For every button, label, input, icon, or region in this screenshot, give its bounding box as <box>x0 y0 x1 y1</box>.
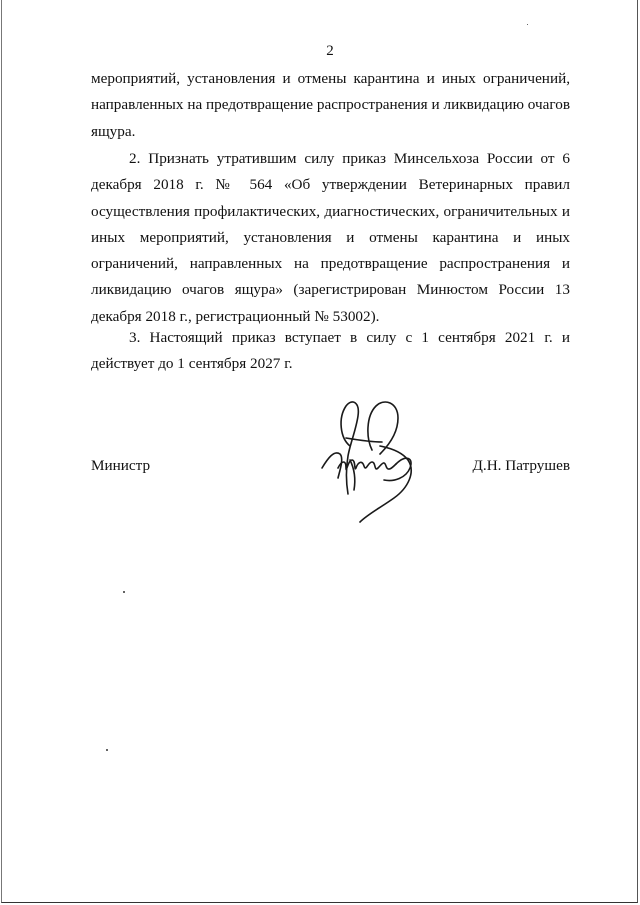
paragraph-item-3 <box>91 325 570 378</box>
signatory-name: Д.Н. Патрушев <box>472 457 570 474</box>
paragraph-item-2 <box>91 146 570 330</box>
paragraph-text: 2. Признать утратившим силу приказ Минсельхоза России от 6 декабря 2018 г. № 564 «Об утверждении Ветеринарных правил осуществления профилактических, диагностических, ограничительных и иных мероприятий, установления и отмены карантина и иных ограничений, направленных на предотвращение распространения и ликвидацию очагов ящура» (зарегистрирован Минюстом России 13 декабря 2018 г., регистрационный № 53002). <box>91 150 570 325</box>
paragraph-text: мероприятий, установления и отмены карантина и иных ограничений, направленных на предотвращение распространения и ликвидацию очагов ящура. <box>91 70 570 140</box>
paragraph-continuation <box>91 66 570 145</box>
scan-speck <box>123 591 125 593</box>
page-number: 2 <box>326 43 334 59</box>
paragraph-text: 3. Настоящий приказ вступает в силу с 1 сентября 2021 г. и действует до 1 сентября 2027 г. <box>91 329 570 373</box>
handwritten-signature <box>310 398 420 528</box>
scan-speck <box>106 749 108 751</box>
scan-speck <box>527 24 528 25</box>
signatory-title: Министр <box>91 457 151 474</box>
